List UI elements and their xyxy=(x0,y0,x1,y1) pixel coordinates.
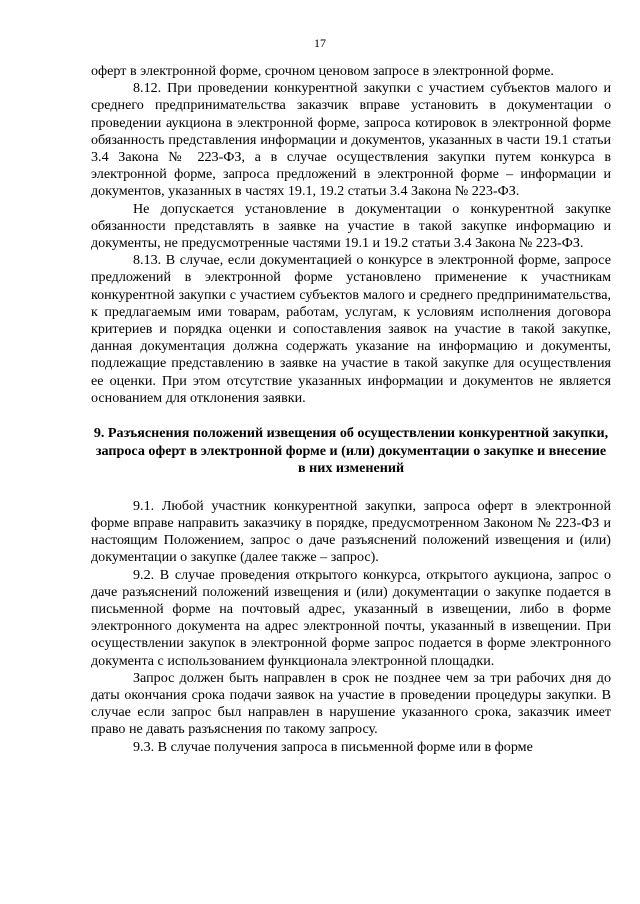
page-number: 17 xyxy=(314,36,326,50)
paragraph: оферт в электронной форме, срочном ценовом запросе в электронной форме. xyxy=(91,63,554,79)
paragraphs-bottom xyxy=(91,498,611,756)
paragraph: Не допускается установление в документации о конкурентной закупке обязанности представлять в заявке на участие в такой закупке информацию и документы, не предусмотренные частями 19.1 и 19.2 статьи 3.4 Закона № 223-ФЗ. xyxy=(91,200,611,252)
paragraph: 9.3. В случае получения запроса в письменной форме или в форме xyxy=(133,738,533,755)
paragraph: 9.2. В случае проведения открытого конкурса, открытого аукциона, запрос о даче разъяснений положений извещения и (или) документации о закупке подается в письменной форме на почтовый адрес, указанный в извещении, либо в форме электронного документа на адрес электронной почты, указанный в извещении. При осуществлении закупок в электронной форме запрос подается в форме электронного документа с использованием функционала электронной площадки. xyxy=(91,566,611,669)
paragraph: 8.13. В случае, если документацией о конкурсе в электронной форме, запросе предложений в электронной форме установлено применение к участникам конкурентной закупки с участием субъектов малого и среднего предпринимательства, к предлагаемым ими товарам, работам, услугам, к условиям исполнения договора критериев и порядка оценки и сопоставления заявок на участие в такой закупке, данная документация должна содержать указание на информацию и документы, подлежащие представлению в заявке на участие в такой закупке для осуществления ее оценки. При этом отсутствие указанных информации и документов не является основанием для отклонения заявки. xyxy=(91,252,611,406)
paragraphs-top xyxy=(91,63,611,407)
document-body xyxy=(91,63,611,756)
section-title: 9. Разъяснения положений извещения об осуществлении конкурентной закупки, запроса оферт в электронной форме и (или) документации о закупке и внесение в них изменений xyxy=(93,425,609,477)
paragraph: 8.12. При проведении конкурентной закупки с участием субъектов малого и среднего предпринимательства заказчик вправе установить в документации о проведении аукциона в электронной форме, запроса котировок в электронной форме обязанность представления информации и документов, указанных в части 19.1 статьи 3.4 Закона № 223-ФЗ, а в случае осуществления закупки путем конкурса в электронной форме, запроса предложений в электронной форме – информации и документов, указанных в частях 19.1, 19.2 статьи 3.4 Закона № 223-ФЗ. xyxy=(91,80,611,200)
paragraph: 9.1. Любой участник конкурентной закупки, запроса оферт в электронной форме вправе направить заказчику в порядке, предусмотренном Законом № 223-ФЗ и настоящим Положением, запрос о даче разъяснений положений извещения и (или) документации о закупке (далее также – запрос). xyxy=(91,497,611,566)
paragraph: Запрос должен быть направлен в срок не позднее чем за три рабочих дня до даты окончания срока подачи заявок на участие в проведении процедуры закупки. В случае если запрос был направлен в нарушение указанного срока, заказчик имеет право не давать разъяснения по такому запросу. xyxy=(91,669,611,738)
